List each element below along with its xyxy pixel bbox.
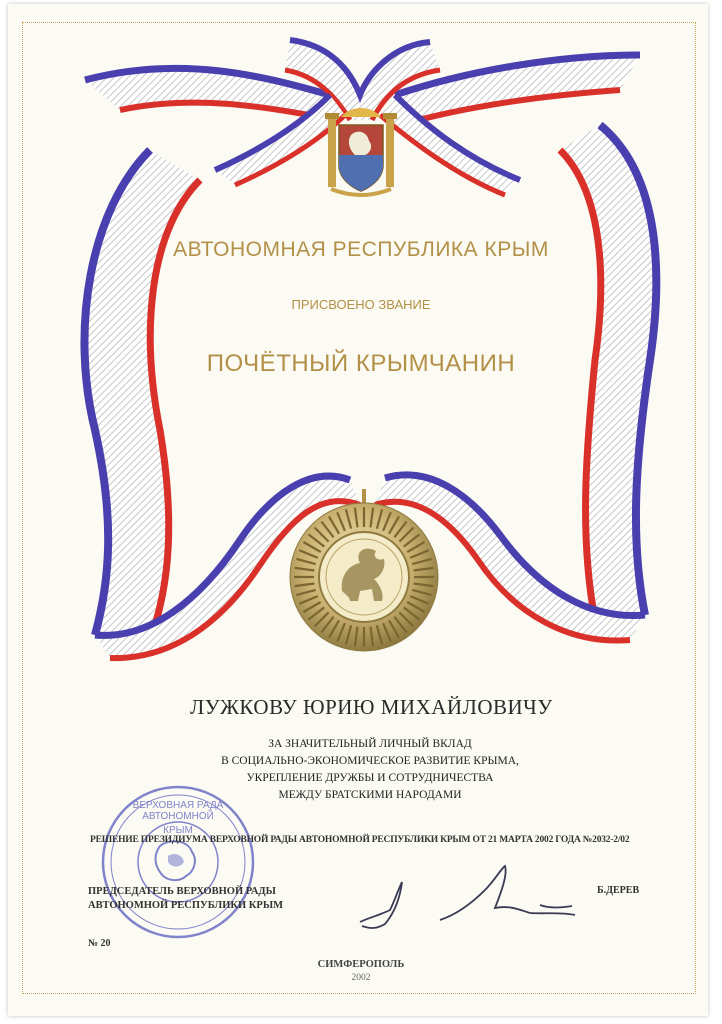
stamp-line-2: АВТОНОМНОЙ xyxy=(142,811,214,822)
ribbon-left xyxy=(84,150,200,640)
stamp-line-3: КРЫМ xyxy=(163,825,193,836)
merit-line: МЕЖДУ БРАТСКИМИ НАРОДАМИ xyxy=(278,789,462,801)
issue-year: 2002 xyxy=(351,973,371,983)
signer-name: Б.ДЕРЕВ xyxy=(597,885,640,896)
chair-title-line: ПРЕДСЕДАТЕЛЬ ВЕРХОВНОЙ РАДЫ xyxy=(88,886,276,897)
merit-line: ЗА ЗНАЧИТЕЛЬНЫЙ ЛИЧНЫЙ ВКЛАД xyxy=(268,738,472,750)
issuer-heading: АВТОНОМНАЯ РЕСПУБЛИКА КРЫМ xyxy=(173,238,549,261)
medal-griffin-icon xyxy=(290,489,438,651)
decision-reference: РЕШЕНИЕ ПРЕЗИДИУМА ВЕРХОВНОЙ РАДЫ АВТОНОМНОЙ РЕСПУБЛИКИ КРЫМ ОТ 21 МАРТА 2002 ГОДА №2032-2/02 xyxy=(90,835,630,845)
merit-line: УКРЕПЛЕНИЕ ДРУЖБЫ И СОТРУДНИЧЕСТВА xyxy=(246,772,494,784)
certificate-number: № 20 xyxy=(88,938,111,949)
recipient-name: ЛУЖКОВУ ЮРИЮ МИХАЙЛОВИЧУ xyxy=(190,695,553,719)
conferred-label: ПРИСВОЕНО ЗВАНИЕ xyxy=(291,297,431,312)
merit-line: В СОЦИАЛЬНО-ЭКОНОМИЧЕСКОЕ РАЗВИТИЕ КРЫМА, xyxy=(221,755,519,767)
official-stamp-icon xyxy=(103,787,253,937)
honorary-title: ПОЧЁТНЫЙ КРЫМЧАНИН xyxy=(206,350,516,377)
issue-city: СИМФЕРОПОЛЬ xyxy=(317,959,405,970)
signature-icon xyxy=(360,866,575,928)
coat-of-arms-icon xyxy=(325,108,397,195)
chair-title-line: АВТОНОМНОЙ РЕСПУБЛИКИ КРЫМ xyxy=(88,900,284,911)
stamp-line-1: ВЕРХОВНАЯ РАДА xyxy=(132,800,224,811)
